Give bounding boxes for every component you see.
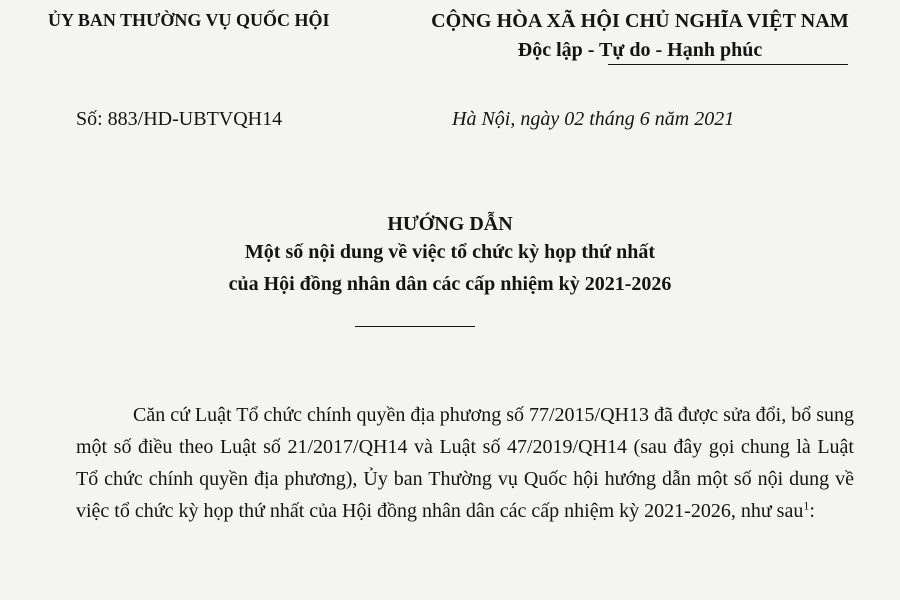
title-divider	[355, 326, 475, 327]
document-number: Số: 883/HD-UBTVQH14	[76, 108, 283, 130]
republic-name: CỘNG HÒA XÃ HỘI CHỦ NGHĨA VIỆT NAM	[431, 10, 849, 32]
body-paragraph	[76, 399, 854, 527]
document-subtitle-line-1: Một số nội dung về việc tổ chức kỳ họp thứ nhất	[244, 241, 656, 263]
document-type: HƯỚNG DẪN	[387, 213, 513, 235]
document-title-block	[0, 212, 900, 300]
footnote-reference[interactable]: 1	[803, 498, 810, 513]
document-subtitle-line-2: của Hội đồng nhân dân các cấp nhiệm kỳ 2021-2026	[228, 273, 672, 295]
national-motto: Độc lập - Tự do - Hạnh phúc	[517, 39, 763, 61]
paragraph-end: :	[809, 500, 815, 522]
national-header	[410, 10, 870, 65]
issuing-agency: ỦY BAN THƯỜNG VỤ QUỐC HỘI	[48, 10, 330, 30]
paragraph-text: Căn cứ Luật Tổ chức chính quyền địa phương số 77/2015/QH13 đã được sửa đổi, bổ sung một số điều theo Luật số 21/2017/QH14 và Luật số 47/2019/QH14 (sau đây gọi chung là Luật Tổ chức chính quyền địa phương), Ủy ban Thường vụ Quốc hội hướng dẫn một số nội dung về việc tổ chức kỳ họp thứ nhất của Hội đồng nhân dân các cấp nhiệm kỳ 2021-2026, như sau	[76, 404, 854, 522]
motto-underline	[608, 64, 848, 65]
place-and-date: Hà Nội, ngày 02 tháng 6 năm 2021	[452, 108, 735, 130]
